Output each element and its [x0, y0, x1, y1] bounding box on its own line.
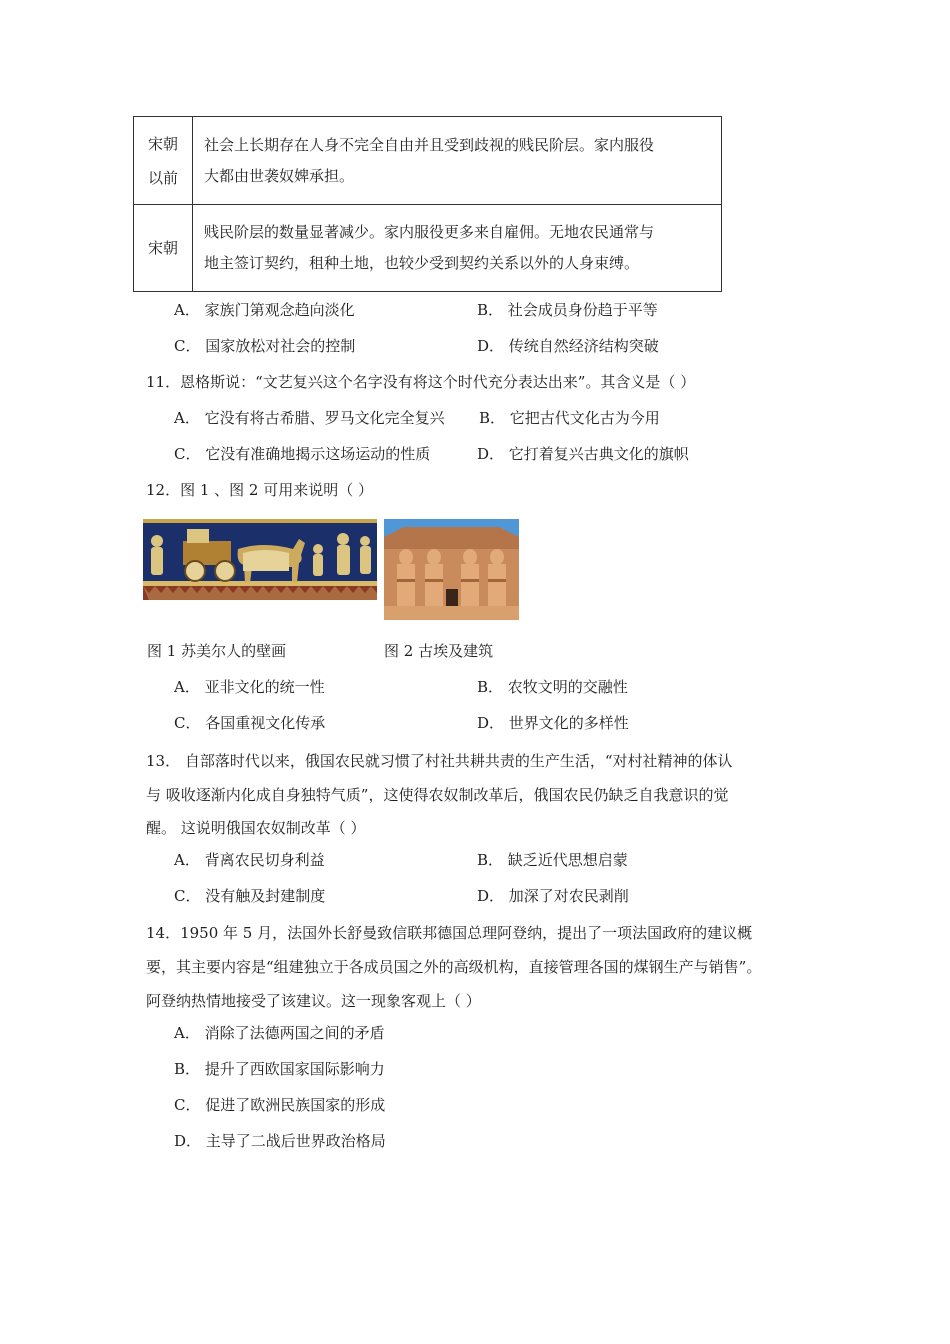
figure-1-caption: 图 1 苏美尔人的壁画	[147, 642, 287, 660]
description-line: 地主签订契约，租种土地，也较少受到契约关系以外的人身束缚。	[204, 254, 640, 272]
q12-option-a[interactable]: A． 亚非文化的统一性	[174, 678, 325, 696]
q14-stem-line: 要，其主要内容是“组建独立于各成员国之外的高级机构，直接管理各国的煤钢生产与销售”。	[146, 958, 762, 976]
q10-option-d[interactable]: D． 传统自然经济结构突破	[477, 337, 659, 355]
sumerian-mural-illustration	[143, 519, 377, 600]
description-cell	[193, 205, 722, 292]
era-line: 以前	[147, 168, 178, 187]
q13-stem-line: 醒。 这说明俄国农奴制改革（ ）	[146, 819, 366, 837]
figure-1-sumerian-mural	[143, 519, 377, 600]
q12-option-b[interactable]: B． 农牧文明的交融性	[477, 678, 628, 696]
figure-2-egyptian-temple	[384, 519, 519, 620]
description-line: 社会上长期存在人身不完全自由并且受到歧视的贱民阶层。家内服役	[204, 135, 655, 154]
era-line: 宋朝	[147, 134, 178, 153]
description-cell	[193, 117, 722, 205]
comparison-table	[133, 116, 722, 292]
q14-option-d[interactable]: D． 主导了二战后世界政治格局	[174, 1132, 386, 1150]
q13-stem-line: 13． 自部落时代以来，俄国农民就习惯了村社共耕共责的生产生活，“对村社精神的体认	[146, 752, 733, 770]
q12-option-c[interactable]: C． 各国重视文化传承	[174, 714, 326, 732]
q11-option-a[interactable]: A． 它没有将古希腊、罗马文化完全复兴	[174, 409, 445, 427]
q11-option-d[interactable]: D． 它打着复兴古典文化的旗帜	[477, 445, 689, 463]
era-cell	[134, 205, 193, 292]
era-line: 宋朝	[147, 239, 178, 257]
q14-stem-line: 14．1950 年 5 月，法国外长舒曼致信联邦德国总理阿登纳，提出了一项法国政府的建议概	[146, 924, 753, 942]
era-cell	[134, 117, 193, 205]
description-line: 大都由世袭奴婢承担。	[204, 166, 355, 185]
q14-option-a[interactable]: A． 消除了法德两国之间的矛盾	[174, 1024, 385, 1042]
figure-2-caption: 图 2 古埃及建筑	[384, 642, 494, 660]
q10-option-b[interactable]: B． 社会成员身份趋于平等	[477, 301, 658, 319]
q12-option-d[interactable]: D． 世界文化的多样性	[477, 714, 629, 732]
q10-option-a[interactable]: A． 家族门第观念趋向淡化	[174, 301, 355, 319]
egyptian-temple-illustration	[384, 519, 519, 620]
q11-stem: 11．恩格斯说：“文艺复兴这个名字没有将这个时代充分表达出来”。其含义是（ ）	[146, 373, 696, 391]
q13-option-c[interactable]: C． 没有触及封建制度	[174, 887, 326, 905]
table-row	[134, 117, 722, 205]
q13-option-a[interactable]: A． 背离农民切身利益	[174, 851, 325, 869]
q13-stem-line: 与 吸收逐渐内化成自身独特气质”，这使得农奴制改革后，俄国农民仍缺乏自我意识的觉	[146, 786, 729, 804]
q14-stem-line: 阿登纳热情地接受了该建议。这一现象客观上（ ）	[146, 992, 481, 1010]
table-row	[134, 205, 722, 292]
q14-option-c[interactable]: C． 促进了欧洲民族国家的形成	[174, 1096, 386, 1114]
q11-option-c[interactable]: C． 它没有准确地揭示这场运动的性质	[174, 445, 431, 463]
q13-option-b[interactable]: B． 缺乏近代思想启蒙	[477, 851, 628, 869]
q13-option-d[interactable]: D． 加深了对农民剥削	[477, 887, 629, 905]
q11-option-b[interactable]: B． 它把古代文化古为今用	[479, 409, 660, 427]
description-line: 贱民阶层的数量显著减少。家内服役更多来自雇佣。无地农民通常与	[204, 223, 655, 241]
q12-stem: 12．图 1 、图 2 可用来说明（ ）	[146, 481, 374, 499]
q14-option-b[interactable]: B． 提升了西欧国家国际影响力	[174, 1060, 385, 1078]
q10-option-c[interactable]: C． 国家放松对社会的控制	[174, 337, 356, 355]
